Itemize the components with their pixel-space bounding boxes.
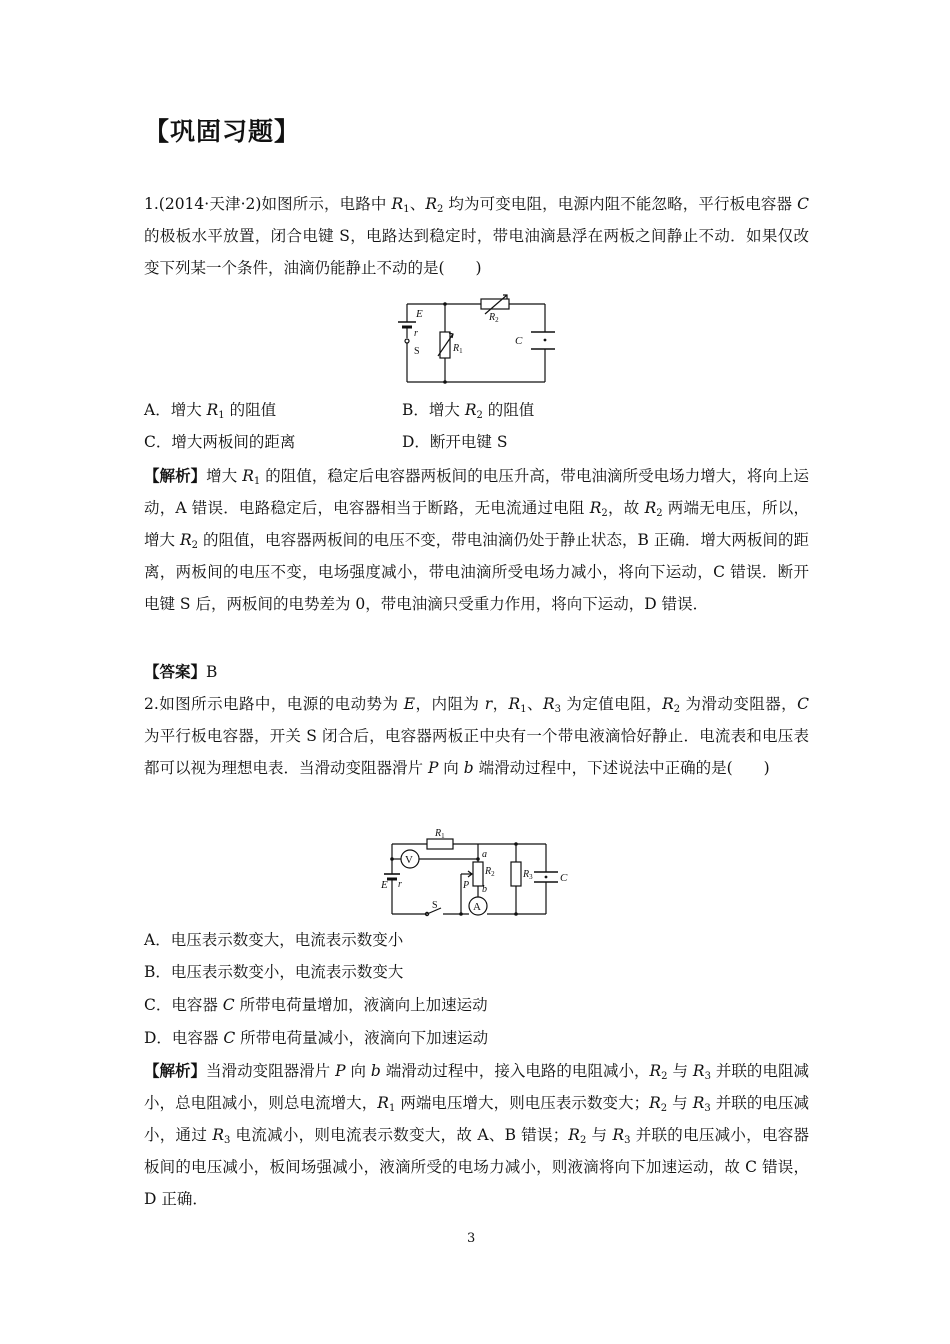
q1-option-d: D．断开电键 S xyxy=(402,433,508,451)
question-2-stem: 2.如图所示电路中，电源的电动势为 E，内阻为 r，$R_1$、$R_3$ 为定值电阻，$R_2$ 为滑动变阻器，C 为平行板电容器，开关 S 闭合后，电容器两板正中央有一个带电液滴恰好静止．电流表和电压表都可以视为理想电表．当滑动变阻器滑片 P 向 b 端滑动过程中，下述说法中正确的是( ) xyxy=(144,695,809,777)
svg-text:E: E xyxy=(381,879,388,891)
svg-text:P: P xyxy=(463,880,470,891)
circuit-diagram-1 xyxy=(395,294,555,390)
q1-option-b: B．增大 $R_2$ 的阻值 xyxy=(402,401,535,421)
svg-text:R3: $R_3$ xyxy=(523,869,533,881)
svg-text:r: r xyxy=(414,328,418,339)
svg-text:C: C xyxy=(515,335,523,347)
svg-text:R1: $R_1$ xyxy=(453,343,463,355)
svg-text:A: A xyxy=(473,901,481,913)
svg-text:R2: $R_2$ xyxy=(489,312,499,324)
q2-option-b: B．电压表示数变小，电流表示数变大 xyxy=(144,963,404,981)
svg-text:a: a xyxy=(482,849,487,860)
svg-text:S: S xyxy=(432,900,438,911)
q1-answer: 【答案】B xyxy=(144,662,218,681)
circuit-diagram-2 xyxy=(377,826,573,918)
svg-text:R2: $R_2$ xyxy=(485,866,495,878)
q1-option-a: A．增大 $R_1$ 的阻值 xyxy=(144,401,277,421)
q2-option-d: D．电容器 C 所带电荷量减小，液滴向下加速运动 xyxy=(144,1029,489,1047)
svg-text:S: S xyxy=(414,346,420,357)
q1-option-c: C．增大两板间的距离 xyxy=(144,433,296,451)
svg-text:C: C xyxy=(560,872,568,884)
page-number: 3 xyxy=(467,1231,476,1246)
svg-text:V: V xyxy=(405,854,413,866)
svg-text:R1: $R_1$ xyxy=(435,828,445,840)
svg-text:b: b xyxy=(482,884,487,895)
question-1-stem: 1.(2014·天津·2)如图所示，电路中 $R_1$、$R_2$ 均为可变电阻，电源内阻不能忽略，平行板电容器 C 的极板水平放置，闭合电键 S，电路达到稳定时，带电油滴悬浮在两板之间静止不动．如果仅改变下列某一个条件，油滴仍能静止不动的是( ) xyxy=(144,195,809,277)
q2-option-a: A．电压表示数变大，电流表示数变小 xyxy=(144,931,404,949)
q2-option-c: C．电容器 C 所带电荷量增加，液滴向上加速运动 xyxy=(144,996,488,1014)
q1-analysis: 【解析】增大 $R_1$ 的阻值，稳定后电容器两板间的电压升高，带电油滴所受电场力增大，将向上运动，A 错误．电路稳定后，电容器相当于断路，无电流通过电阻 $R_2$，故 $R_2$ 两端无电压，所以，增大 $R_2$ 的阻值，电容器两板间的电压不变，带电油滴仍处于静止状态，B 正确．增大两板间的距离，两板间的电压不变，电场强度减小，带电油滴所受电场力减小，将向下运动，C 错误．断开电键 S 后，两板间的电势差为 0，带电油滴只受重力作用，将向下运动，D 错误． xyxy=(144,466,809,613)
q2-analysis: 【解析】当滑动变阻器滑片 P 向 b 端滑动过程中，接入电路的电阻减小，$R_2$ 与 $R_3$ 并联的电阻减小，总电阻减小，则总电流增大，$R_1$ 两端电压增大，则电压表示数变大；$R_2$ 与 $R_3$ 并联的电压减小，通过 $R_3$ 电流减小，则电流表示数变大，故 A、B 错误；$R_2$ 与 $R_3$ 并联的电压减小，电容器板间的电压减小，板间场强减小，液滴所受的电场力减小，则液滴将向下加速运动，故 C 错误，D 正确． xyxy=(144,1061,809,1208)
page-title: 【巩固习题】 xyxy=(144,117,301,146)
svg-text:E: E xyxy=(416,308,423,320)
svg-text:r: r xyxy=(398,879,402,890)
